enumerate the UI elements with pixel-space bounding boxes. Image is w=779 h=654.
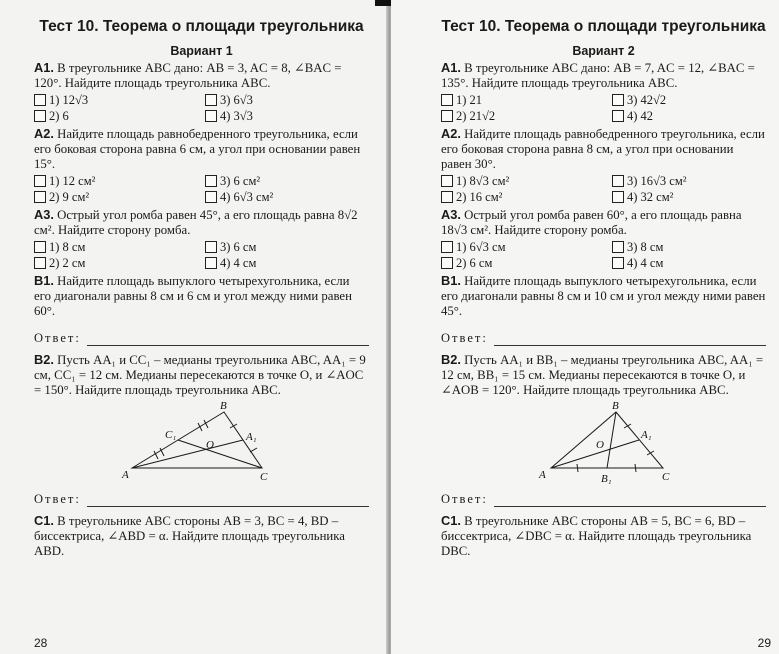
option-label: 3) 42√2 [627,93,667,107]
question-label: A1. [34,60,54,75]
checkbox[interactable] [34,110,46,122]
option-label: 2) 2 см [49,256,86,270]
checkbox[interactable] [441,241,453,253]
question-text: В треугольнике ABC стороны AB = 5, BC = 6, BD – биссектриса, ∠DBC = α. Найдите площадь треугольника DBC. [441,514,752,558]
question-text: Найдите площадь выпуклого четырехугольника, если его диагонали равны 8 см и 6 см и угол между ними равен 60°. [34,274,352,318]
option[interactable] [205,108,355,124]
option[interactable] [441,239,612,255]
test-title: Тест 10. Теорема о площади треугольника [441,18,766,35]
option[interactable] [612,108,762,124]
question-label: A1. [441,60,461,75]
answer-options [34,92,369,124]
checkbox[interactable] [34,241,46,253]
checkbox[interactable] [205,175,217,187]
question-text: Острый угол ромба равен 60°, а его площадь равна 18√3 см². Найдите сторону ромба. [441,208,742,237]
option-label: 4) 42 [627,109,654,123]
answer-options [441,239,766,271]
variant-heading: Вариант 1 [170,44,233,58]
question-a2 [34,126,369,172]
checkbox[interactable] [612,94,624,106]
option-label: 4) 3√3 [220,109,253,123]
checkbox[interactable] [205,110,217,122]
question-b1 [34,273,369,319]
question-label: A3. [441,207,461,222]
option-label: 2) 9 см² [49,190,90,204]
option[interactable] [612,255,762,271]
answer-label: Ответ: [441,331,488,345]
tick-mark [250,448,257,452]
question-label: A2. [34,126,54,141]
checkbox[interactable] [205,257,217,269]
question-label: C1. [441,513,461,528]
point-label-b1: B₁ [601,473,612,485]
option[interactable] [34,173,205,189]
question-b2 [34,352,369,398]
answer-options [441,173,766,205]
answer-line[interactable] [494,333,766,346]
answer-line[interactable] [87,494,369,507]
option-label: 2) 6 см [456,256,493,270]
point-label-c1: C₁ [165,429,177,441]
option-label: 3) 8 см [627,240,664,254]
page-number: 28 [34,636,48,650]
answer-field[interactable] [441,492,766,507]
option-label: 4) 4 см [627,256,664,270]
right-page [391,0,779,654]
question-text: Пусть AA₁ и BB₁ – медианы треугольника ABC, AA₁ = 12 см, BB₁ = 15 см. Медианы пересекаются в точке O, и ∠AOB = 120°. Найдите площадь треугольника ABC. [441,353,764,397]
option[interactable] [612,189,762,205]
option[interactable] [612,92,762,108]
option-label: 1) 8 см [49,240,86,254]
vertex-label-a: A [539,469,546,481]
option-label: 1) 12 см² [49,174,96,188]
test-title: Тест 10. Теорема о площади треугольника [39,18,364,35]
left-page-content [34,18,369,559]
option[interactable] [34,189,205,205]
vertex-label-b: B [220,400,227,412]
question-label: B2. [441,352,461,367]
point-label-a1: A₁ [641,429,652,441]
option-label: 3) 6 см [220,240,257,254]
answer-line[interactable] [494,494,766,507]
median-aa1 [132,440,243,468]
option[interactable] [34,239,205,255]
option-label: 4) 4 см [220,256,257,270]
option[interactable] [441,189,612,205]
option-label: 4) 6√3 см² [220,190,274,204]
question-text: В треугольнике ABC дано: AB = 3, AC = 8, ∠BAC = 120°. Найдите площадь треугольника ABC. [34,61,342,90]
checkbox[interactable] [612,191,624,203]
point-label-a1: A₁ [246,431,257,443]
question-c1 [34,513,369,559]
option[interactable] [205,189,355,205]
checkbox[interactable] [34,175,46,187]
median-aa1 [551,440,639,468]
right-page-content [441,18,766,559]
checkbox[interactable] [612,241,624,253]
checkbox[interactable] [612,175,624,187]
question-text: Пусть AA₁ и CC₁ – медианы треугольника ABC, AA₁ = 9 см, CC₁ = 12 см. Медианы пересекаются в точке O, и ∠AOC = 150°. Найдите площадь треугольника ABC. [34,353,366,397]
checkbox[interactable] [441,110,453,122]
option[interactable] [205,239,355,255]
option[interactable] [441,92,612,108]
option-label: 1) 8√3 см² [456,174,510,188]
checkbox[interactable] [612,110,624,122]
option[interactable] [205,92,355,108]
question-label: B1. [34,273,54,288]
option-label: 2) 6 [49,109,69,123]
answer-options [441,92,766,124]
option-label: 1) 12√3 [49,93,89,107]
checkbox[interactable] [441,175,453,187]
option-label: 1) 21 [456,93,483,107]
question-text: Найдите площадь равнобедренного треугольника, если его боковая сторона равна 6 см, а угол при основании равен 15°. [34,127,361,171]
variant-heading: Вариант 2 [572,44,635,58]
answer-options [34,239,369,271]
tick-mark [647,451,654,455]
question-b2 [441,352,766,398]
question-label: C1. [34,513,54,528]
question-a3 [441,207,766,238]
answer-label: Ответ: [34,331,81,345]
vertex-label-b: B [612,400,619,412]
question-text: В треугольнике ABC дано: AB = 7, AC = 12, ∠BAC = 135°. Найдите площадь треугольника ABC. [441,61,755,90]
checkbox[interactable] [205,191,217,203]
question-text: Найдите площадь равнобедренного треугольника, если его боковая сторона равна 8 см, а угол при основании равен 30°. [441,127,765,171]
checkbox[interactable] [205,241,217,253]
answer-label: Ответ: [34,492,81,506]
question-c1 [441,513,766,559]
median-cc1 [178,440,262,468]
checkbox[interactable] [205,94,217,106]
checkbox[interactable] [441,94,453,106]
left-page [0,0,388,654]
question-a1 [441,60,766,91]
question-a3 [34,207,369,238]
option[interactable] [612,239,762,255]
question-a1 [34,60,369,91]
option[interactable] [441,255,612,271]
tick-mark [624,424,631,428]
point-label-o: O [206,439,214,451]
question-label: A2. [441,126,461,141]
answer-options [34,173,369,205]
vertex-label-c: C [260,471,268,483]
question-text: Острый угол ромба равен 45°, а его площадь равна 8√2 см². Найдите сторону ромба. [34,208,358,237]
checkbox[interactable] [441,257,453,269]
answer-line[interactable] [87,333,369,346]
question-label: B1. [441,273,461,288]
vertex-label-c: C [662,471,670,483]
option-label: 2) 21√2 [456,109,496,123]
option-label: 1) 6√3 см [456,240,506,254]
checkbox[interactable] [34,191,46,203]
option[interactable] [34,92,205,108]
question-label: B2. [34,352,54,367]
option-label: 2) 16 см² [456,190,503,204]
option-label: 3) 16√3 см² [627,174,687,188]
question-text: В треугольнике ABC стороны AB = 3, BC = 4, BD – биссектриса, ∠ABD = α. Найдите площадь треугольника ABD. [34,514,345,558]
question-label: A3. [34,207,54,222]
option[interactable] [612,173,762,189]
checkbox[interactable] [441,191,453,203]
checkbox[interactable] [34,94,46,106]
option[interactable] [205,255,355,271]
point-label-o: O [596,439,604,451]
median-bb1 [607,412,616,468]
answer-label: Ответ: [441,492,488,506]
page-number: 29 [757,636,771,650]
option[interactable] [441,173,612,189]
triangle-figure [441,398,761,490]
question-text: Найдите площадь выпуклого четырехугольника, если его диагонали равны 8 см и 10 см и угол между ними равен 45°. [441,274,766,318]
question-a2 [441,126,766,172]
option-label: 4) 32 см² [627,190,674,204]
option[interactable] [205,173,355,189]
answer-field[interactable] [34,492,369,507]
option-label: 3) 6 см² [220,174,261,188]
tick-mark [230,424,237,428]
triangle-figure [34,398,364,490]
tick-mark [635,464,636,472]
checkbox[interactable] [612,257,624,269]
answer-field[interactable] [34,331,369,346]
option-label: 3) 6√3 [220,93,253,107]
checkbox[interactable] [34,257,46,269]
tick-mark [577,464,578,472]
option[interactable] [34,255,205,271]
question-b1 [441,273,766,319]
answer-field[interactable] [441,331,766,346]
option[interactable] [441,108,612,124]
option[interactable] [34,108,205,124]
vertex-label-a: A [122,469,129,481]
